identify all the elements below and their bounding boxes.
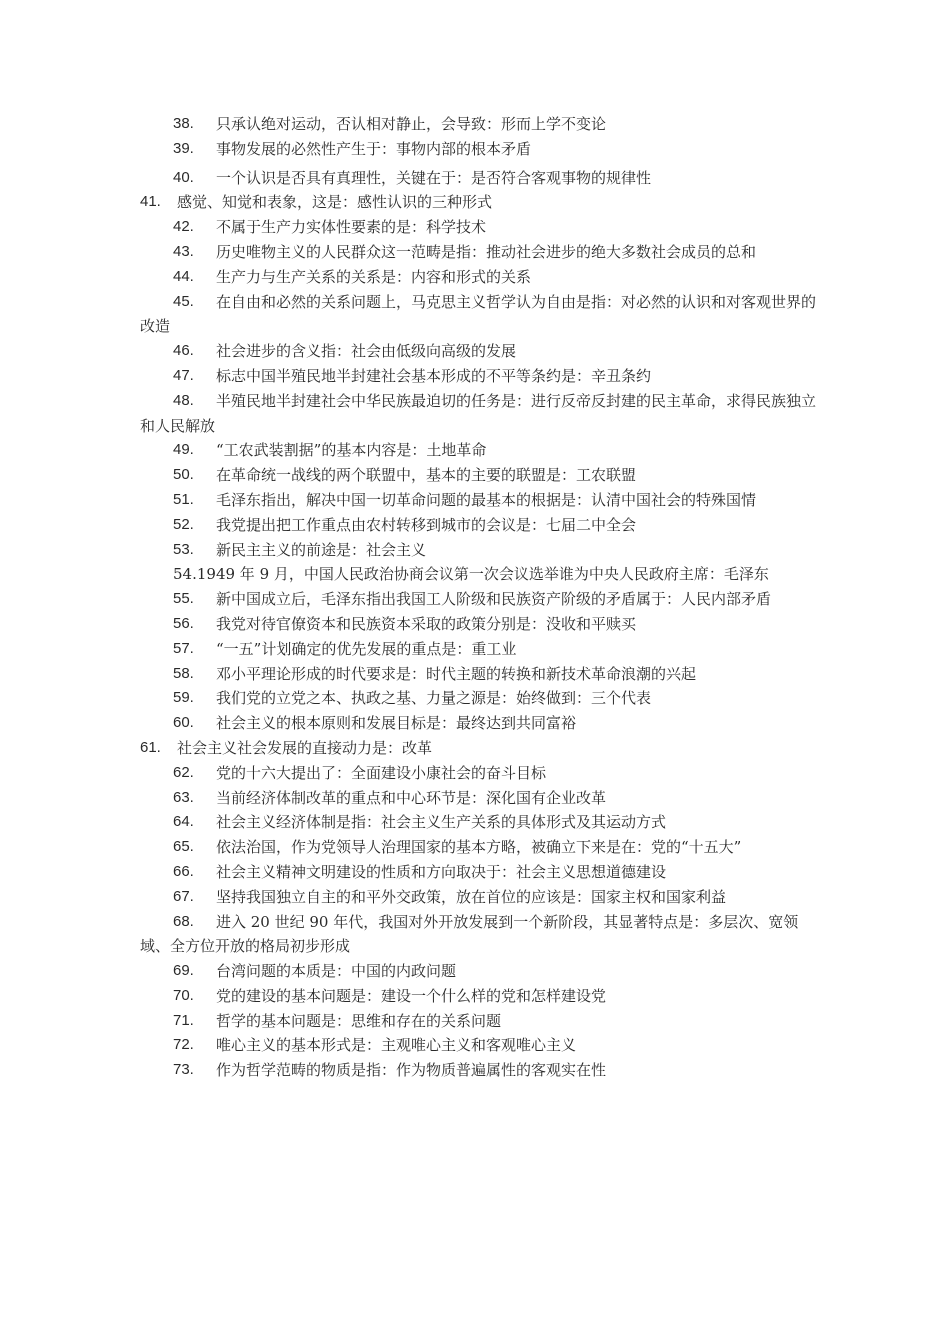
item-number: 66. xyxy=(173,862,194,880)
list-item xyxy=(140,463,820,488)
list-item xyxy=(140,910,820,960)
item-number: 47. xyxy=(173,366,194,384)
item-text: 事物发展的必然性产生于：事物内部的根本矛盾 xyxy=(216,139,532,158)
list-item xyxy=(140,1033,820,1058)
item-number: 70. xyxy=(173,986,194,1004)
item-number: 40. xyxy=(173,168,194,186)
list-item xyxy=(140,612,820,637)
item-text: 唯心主义的基本形式是：主观唯心主义和客观唯心主义 xyxy=(216,1036,577,1055)
item-number: 68. xyxy=(173,912,194,930)
item-number: 69. xyxy=(173,962,194,980)
list-item xyxy=(140,389,820,439)
item-text: 标志中国半殖民地半封建社会基本形成的不平等条约是：辛丑条约 xyxy=(216,366,652,385)
item-text: 我们党的立党之本、执政之基、力量之源是：始终做到：三个代表 xyxy=(216,689,652,708)
item-text: “工农武装割据”的基本内容是：土地革命 xyxy=(216,441,487,460)
item-text: 党的建设的基本问题是：建设一个什么样的党和怎样建设党 xyxy=(216,986,607,1005)
item-number: 58. xyxy=(173,664,194,682)
item-text: 党的十六大提出了：全面建设小康社会的奋斗目标 xyxy=(216,763,547,782)
item-text: 作为哲学范畴的物质是指：作为物质普遍属性的客观实在性 xyxy=(216,1061,607,1080)
list-item xyxy=(140,761,820,786)
list-item xyxy=(140,438,820,463)
item-number: 52. xyxy=(173,515,194,533)
item-text: 在自由和必然的关系问题上，马克思主义哲学认为自由是指：对必然的认识和对客观世界的改造 xyxy=(140,292,817,336)
list-item xyxy=(140,587,820,612)
item-number: 39. xyxy=(173,139,194,157)
item-number: 64. xyxy=(173,813,194,831)
item-number: 56. xyxy=(173,614,194,632)
item-text: 历史唯物主义的人民群众这一范畴是指：推动社会进步的绝大多数社会成员的总和 xyxy=(216,242,757,261)
item-number: 63. xyxy=(173,788,194,806)
item-number: 43. xyxy=(173,242,194,260)
list-item xyxy=(140,637,820,662)
list-item xyxy=(140,1009,820,1034)
question-list xyxy=(140,112,820,1083)
item-text: 哲学的基本问题是：思维和存在的关系问题 xyxy=(216,1011,502,1030)
item-text: 社会主义社会发展的直接动力是：改革 xyxy=(177,738,433,757)
item-text: 感觉、知觉和表象，这是：感性认识的三种形式 xyxy=(177,193,493,212)
item-text: 台湾问题的本质是：中国的内政问题 xyxy=(216,962,457,981)
item-text: 新中国成立后，毛泽东指出我国工人阶级和民族资产阶级的矛盾属于：人民内部矛盾 xyxy=(216,590,772,609)
item-text: 半殖民地半封建社会中华民族最迫切的任务是：进行反帝反封建的民主革命，求得民族独立和人民解放 xyxy=(140,391,817,435)
item-text: 我党提出把工作重点由农村转移到城市的会议是：七届二中全会 xyxy=(216,515,637,534)
list-item xyxy=(140,364,820,389)
item-number: 53. xyxy=(173,540,194,558)
item-text: 社会进步的含义指：社会由低级向高级的发展 xyxy=(216,342,517,361)
item-text: 毛泽东指出，解决中国一切革命问题的最基本的根据是：认清中国社会的特殊国情 xyxy=(216,490,757,509)
item-text: 只承认绝对运动，否认相对静止，会导致：形而上学不变论 xyxy=(216,115,607,133)
item-number: 71. xyxy=(173,1011,194,1029)
item-number: 51. xyxy=(173,490,194,508)
list-item xyxy=(140,959,820,984)
list-item xyxy=(140,265,820,290)
item-text: “一五”计划确定的优先发展的重点是：重工业 xyxy=(216,639,517,658)
list-item xyxy=(140,711,820,736)
item-number: 67. xyxy=(173,887,194,905)
item-text: 坚持我国独立自主的和平外交政策，放在首位的应该是：国家主权和国家利益 xyxy=(216,887,727,906)
item-text: 依法治国，作为党领导人治理国家的基本方略，被确立下来是在：党的“十五大” xyxy=(216,838,742,857)
item-number: 72. xyxy=(173,1036,194,1054)
list-item xyxy=(140,885,820,910)
item-text: 一个认识是否具有真理性，关键在于：是否符合客观事物的规律性 xyxy=(216,168,652,187)
list-item xyxy=(140,290,820,340)
item-text: 进入 20 世纪 90 年代，我国对外开放发展到一个新阶段，其显著特点是：多层次、宽领域、全方位开放的格局初步形成 xyxy=(140,912,799,956)
item-number: 59. xyxy=(173,689,194,707)
list-item xyxy=(140,513,820,538)
list-item xyxy=(140,662,820,687)
item-text: 社会主义的根本原则和发展目标是：最终达到共同富裕 xyxy=(216,714,577,733)
list-item xyxy=(140,190,820,215)
item-text: 54.1949 年 9 月，中国人民政治协商会议第一次会议选举谁为中央人民政府主席：毛泽东 xyxy=(173,565,769,584)
item-text: 新民主主义的前途是：社会主义 xyxy=(216,540,427,559)
list-item xyxy=(140,488,820,513)
list-item xyxy=(140,240,820,265)
item-number: 50. xyxy=(173,466,194,484)
item-number: 57. xyxy=(173,639,194,657)
list-item xyxy=(140,810,820,835)
item-number: 60. xyxy=(173,714,194,732)
list-item xyxy=(140,112,820,137)
item-text: 社会主义精神文明建设的性质和方向取决于：社会主义思想道德建设 xyxy=(216,862,667,881)
list-item xyxy=(140,686,820,711)
list-item xyxy=(140,166,820,191)
item-number: 44. xyxy=(173,267,194,285)
item-number: 42. xyxy=(173,218,194,236)
item-number: 65. xyxy=(173,838,194,856)
item-number: 41. xyxy=(140,193,161,211)
list-item xyxy=(140,339,820,364)
list-item xyxy=(140,984,820,1009)
item-text: 生产力与生产关系的关系是：内容和形式的关系 xyxy=(216,267,532,286)
item-text: 当前经济体制改革的重点和中心环节是：深化国有企业改革 xyxy=(216,788,607,807)
list-item xyxy=(140,538,820,563)
list-item xyxy=(140,736,820,761)
list-item xyxy=(140,835,820,860)
item-number: 62. xyxy=(173,763,194,781)
list-item xyxy=(140,562,820,587)
item-number: 46. xyxy=(173,342,194,360)
item-number: 48. xyxy=(173,391,194,409)
list-item xyxy=(140,860,820,885)
item-text: 不属于生产力实体性要素的是：科学技术 xyxy=(216,218,487,237)
item-text: 社会主义经济体制是指：社会主义生产关系的具体形式及其运动方式 xyxy=(216,813,667,832)
item-number: 61. xyxy=(140,738,161,756)
item-text: 邓小平理论形成的时代要求是：时代主题的转换和新技术革命浪潮的兴起 xyxy=(216,664,697,683)
item-number: 49. xyxy=(173,441,194,459)
item-text: 在革命统一战线的两个联盟中，基本的主要的联盟是：工农联盟 xyxy=(216,466,637,485)
item-number: 73. xyxy=(173,1061,194,1079)
list-item xyxy=(140,137,820,162)
item-number: 55. xyxy=(173,590,194,608)
list-item xyxy=(140,1058,820,1083)
item-text: 我党对待官僚资本和民族资本采取的政策分别是：没收和平赎买 xyxy=(216,614,637,633)
list-item xyxy=(140,786,820,811)
list-item xyxy=(140,215,820,240)
item-number: 38. xyxy=(173,115,194,132)
item-number: 45. xyxy=(173,292,194,310)
